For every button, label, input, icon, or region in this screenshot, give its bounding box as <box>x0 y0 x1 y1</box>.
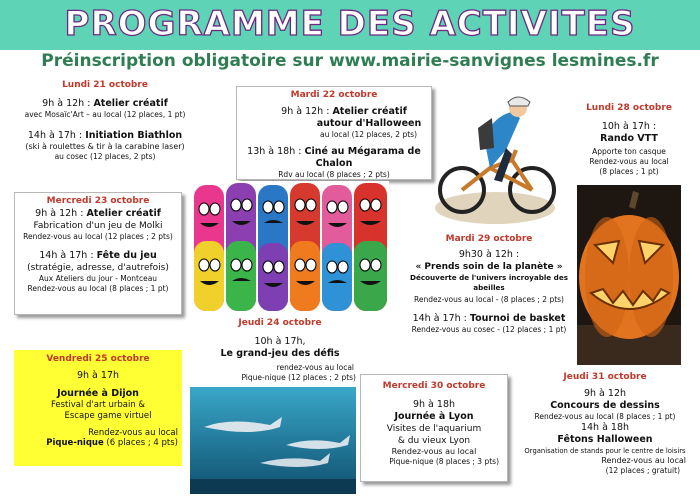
activity-title: Initiation Biathlon <box>85 130 183 141</box>
activity-title: Fête du jeu <box>96 250 157 261</box>
vendredi25-box <box>14 350 182 466</box>
activity-place: Rdv au local (8 places ; 2 pts) <box>278 170 390 179</box>
activity-details: Visites de l'aquarium <box>386 424 482 434</box>
activity-details: Escape game virtuel <box>64 411 152 421</box>
lundi28-block <box>566 103 692 177</box>
activity-title: « Prends soin de la planète » <box>415 262 563 272</box>
activity-details: (stratégie, adresse, d'autrefois) <box>27 263 169 273</box>
activity-places: (12 places ; gratuit) <box>605 466 680 475</box>
activity-time: 14h à 17h : <box>27 130 83 141</box>
day-label: Vendredi 25 octobre <box>46 354 150 364</box>
places-label: (6 places ; 4 pts) <box>106 438 178 448</box>
day-label: Lundi 28 octobre <box>586 103 672 113</box>
activity-title: Atelier créatif <box>332 106 407 117</box>
activity-time: 9h à 18h <box>412 399 456 410</box>
activity-line <box>14 98 196 110</box>
activity-details: & du vieux Lyon <box>397 436 471 446</box>
activity-title: Atelier créatif <box>86 208 161 219</box>
activity-places: Pique-nique (8 places ; 3 pts) <box>389 457 499 466</box>
mercredi30-box <box>360 374 508 482</box>
activity-place: Rendez-vous au cosec - (12 places ; 1 pt) <box>411 325 567 334</box>
activity-place: au cosec (12 places, 2 pts) <box>54 152 156 161</box>
activity-line <box>237 106 431 118</box>
activity-place: Rendez-vous au local (8 places ; 1 pt) <box>534 412 676 421</box>
activity-details: Apporte ton casque <box>592 147 666 156</box>
activity-time: 9h30 à 12h : <box>458 249 520 260</box>
activity-details: Découverte de l'univers incroyable des abeilles <box>410 273 568 292</box>
mardi22-box <box>236 86 432 180</box>
activity-title: Rando VTT <box>600 133 658 144</box>
lundi21-block <box>14 80 196 162</box>
activity-title: Ciné au Mégarama de Chalon <box>304 146 421 169</box>
funny-faces-image <box>192 181 389 314</box>
activity-place: rendez-vous au local <box>276 363 354 372</box>
day-label: Lundi 21 octobre <box>62 80 148 90</box>
activity-details: Organisation de stands pour le centre de loisirs <box>524 447 686 455</box>
activity-places: Pique-nique (12 places ; 2 pts) <box>241 373 356 382</box>
activity-place: Rendez-vous au local <box>88 428 178 438</box>
activity-time: 9h à 17h <box>76 370 120 381</box>
activity-title: Journée à Lyon <box>394 411 474 422</box>
activity-time: 9h à 12h : <box>35 208 84 219</box>
activity-time: 10h à 17h, <box>254 336 306 347</box>
activity-place: Rendez-vous au local <box>391 447 477 456</box>
activity-time: 14h à 18h <box>580 422 630 433</box>
activity-place: Rendez-vous au local <box>601 456 686 465</box>
day-label: Mardi 29 octobre <box>445 234 533 244</box>
activity-title: Le grand-jeu des défis <box>220 348 340 359</box>
activity-time: 9h à 12h <box>583 388 627 399</box>
activity-line <box>15 250 181 262</box>
activity-line <box>237 146 431 170</box>
cyclist-illustration <box>432 88 558 228</box>
day-label: Jeudi 31 octobre <box>563 372 647 382</box>
aquarium-sharks-image <box>190 387 356 494</box>
activity-details: Fabrication d'un jeu de Molki <box>33 221 163 231</box>
pumpkin-image <box>577 185 681 365</box>
activity-details: avec Mosaïc'Art – au local (12 places, 1 pt) <box>24 110 186 119</box>
activity-place: Rendez-vous au local - (8 places ; 2 pts) <box>414 295 564 304</box>
activity-places: (8 places ; 1 pt) <box>599 167 659 176</box>
day-label: Mercredi 23 octobre <box>46 196 150 206</box>
activity-title: Journée à Dijon <box>57 388 139 399</box>
activity-title: Atelier créatif <box>93 98 168 109</box>
activity-places <box>14 438 182 448</box>
page-title: PROGRAMME DES ACTIVITES <box>64 4 636 44</box>
page-subtitle: Préinscription obligatoire sur www.mairie-sanvignes lesmines.fr <box>41 51 659 71</box>
activity-places: Rendez-vous au local (8 places ; 1 pt) <box>27 284 169 293</box>
activity-details: (ski à roulettes & tir à la carabine laser) <box>25 142 185 151</box>
activity-line <box>14 130 196 142</box>
activity-place: au local (12 places, 2 pts) <box>320 130 417 139</box>
activity-time: 9h à 12h : <box>281 106 330 117</box>
day-label: Mercredi 30 octobre <box>382 381 486 391</box>
activity-time: 13h à 18h : <box>247 146 302 157</box>
jeudi24-block <box>190 318 370 383</box>
mardi29-block <box>400 234 578 335</box>
activity-line <box>15 208 181 220</box>
activity-details: Festival d'art urbain & <box>50 400 146 410</box>
activity-time: 14h à 17h : <box>412 313 467 324</box>
picnic-label: Pique-nique <box>46 438 104 448</box>
jeudi31-block <box>516 372 694 476</box>
activity-title: Concours de dessins <box>550 400 660 411</box>
activity-place: Rendez-vous au local (12 places ; 2 pts) <box>23 232 173 241</box>
activity-line <box>400 313 578 325</box>
activity-place: Aux Ateliers du jour - Montceau <box>38 274 158 283</box>
day-label: Mardi 22 octobre <box>290 90 378 100</box>
activity-place: Rendez-vous au local <box>589 157 669 166</box>
activity-title-cont: autour d'Halloween <box>316 118 422 129</box>
activity-time: 9h à 12h : <box>42 98 91 109</box>
day-label: Jeudi 24 octobre <box>238 318 322 328</box>
activity-title: Tournoi de basket <box>469 313 566 324</box>
activity-title: Fêtons Halloween <box>557 434 653 445</box>
mercredi23-box <box>14 192 182 315</box>
activity-time: 14h à 17h : <box>39 250 94 261</box>
activity-time: 10h à 17h : <box>601 121 657 132</box>
